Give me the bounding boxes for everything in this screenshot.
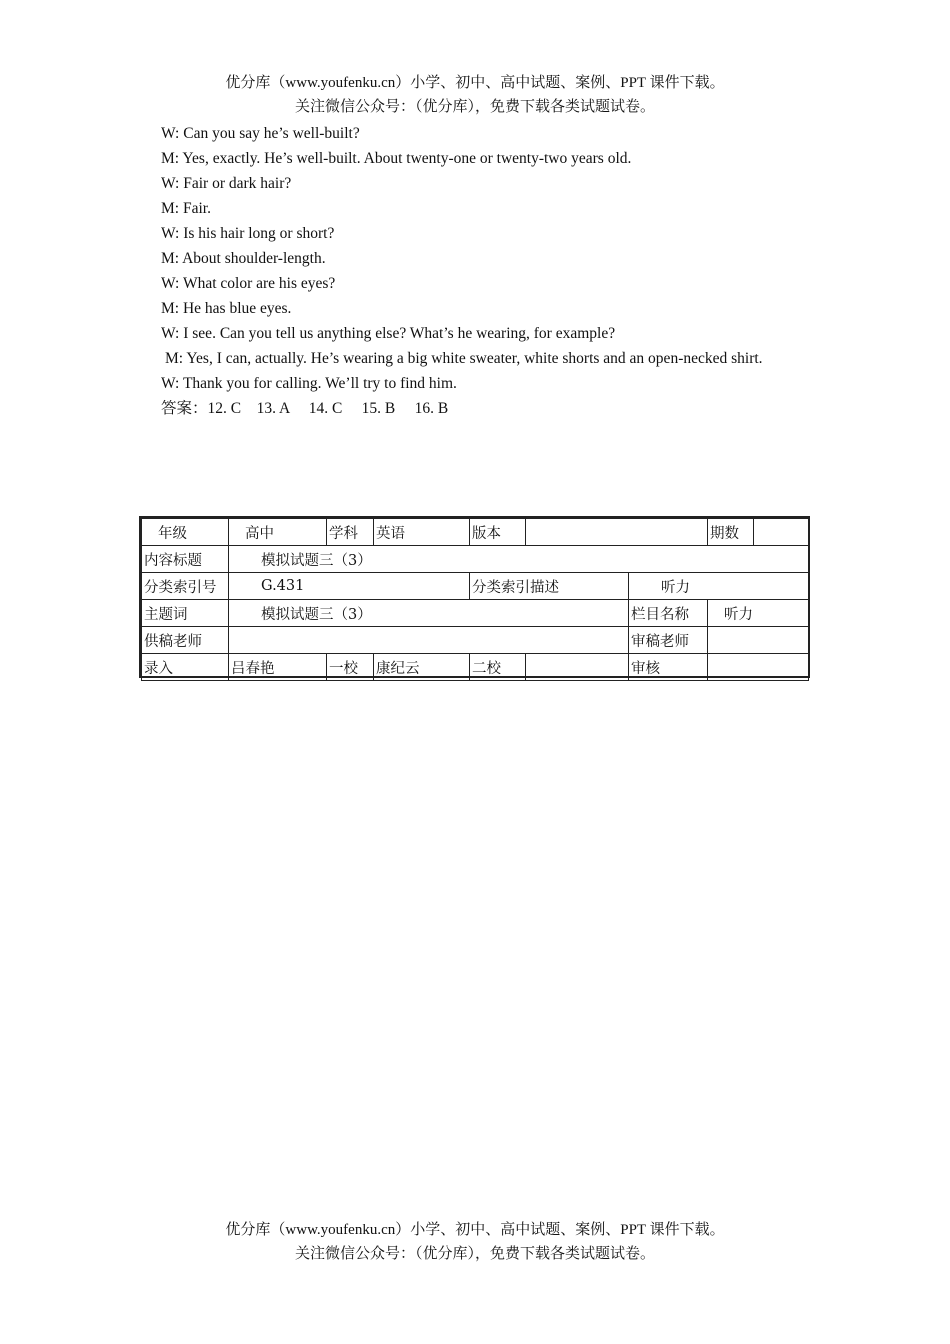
dialogue-line: W: Fair or dark hair? bbox=[161, 175, 292, 192]
issue-value bbox=[754, 519, 809, 546]
index-no-value: G.431 bbox=[229, 573, 470, 600]
edition-label: 版本 bbox=[470, 519, 526, 546]
entry-label: 录入 bbox=[142, 654, 229, 681]
keyword-value: 模拟试题三（3） bbox=[229, 600, 629, 627]
answer-key: 答案：12. C 13. A 14. C 15. B 16. B bbox=[161, 400, 449, 417]
index-desc-label: 分类索引描述 bbox=[470, 573, 629, 600]
school2-label: 二校 bbox=[470, 654, 526, 681]
subject-value: 英语 bbox=[374, 519, 470, 546]
reviewer-value bbox=[708, 627, 809, 654]
dialogue-line: M: Yes, exactly. He’s well-built. About twenty-one or twenty-two years old. bbox=[161, 150, 632, 167]
keyword-label: 主题词 bbox=[142, 600, 229, 627]
header-line-1: 优分库（www.youfenku.cn）小学、初中、高中试题、案例、PPT 课件下载。 bbox=[225, 75, 725, 91]
audit-label: 审核 bbox=[629, 654, 708, 681]
dialogue-line: W: What color are his eyes? bbox=[161, 275, 336, 292]
header-line-2: 关注微信公众号：（优分库），免费下载各类试题试卷。 bbox=[294, 99, 655, 115]
column-label: 栏目名称 bbox=[629, 600, 708, 627]
author-value bbox=[229, 627, 629, 654]
school2-value bbox=[526, 654, 629, 681]
index-no-label: 分类索引号 bbox=[142, 573, 229, 600]
dialogue-line: W: I see. Can you tell us anything else? What’s he wearing, for example? bbox=[161, 325, 616, 342]
dialogue-line: M: About shoulder-length. bbox=[161, 250, 326, 267]
content-title-value: 模拟试题三（3） bbox=[229, 546, 809, 573]
footer-line-2: 关注微信公众号：（优分库），免费下载各类试题试卷。 bbox=[294, 1246, 655, 1262]
edition-value bbox=[526, 519, 708, 546]
dialogue-line: W: Is his hair long or short? bbox=[161, 225, 335, 242]
grade-label: 年级 bbox=[142, 519, 229, 546]
footer-line-1: 优分库（www.youfenku.cn）小学、初中、高中试题、案例、PPT 课件下载。 bbox=[225, 1222, 725, 1238]
page-header bbox=[0, 71, 950, 119]
school1-label: 一校 bbox=[327, 654, 374, 681]
dialogue-line: W: Thank you for calling. We’ll try to find him. bbox=[161, 375, 457, 392]
subject-label: 学科 bbox=[327, 519, 374, 546]
school1-value: 康纪云 bbox=[374, 654, 470, 681]
entry-value: 吕春艳 bbox=[229, 654, 327, 681]
listening-transcript bbox=[143, 121, 805, 421]
grade-value: 高中 bbox=[229, 519, 327, 546]
page-footer bbox=[0, 1218, 950, 1266]
author-label: 供稿老师 bbox=[142, 627, 229, 654]
dialogue-line: M: Fair. bbox=[161, 200, 211, 217]
document-meta-table bbox=[139, 516, 810, 678]
dialogue-line: W: Can you say he’s well-built? bbox=[161, 125, 360, 142]
index-desc-value: 听力 bbox=[629, 573, 809, 600]
reviewer-label: 审稿老师 bbox=[629, 627, 708, 654]
issue-label: 期数 bbox=[708, 519, 754, 546]
dialogue-line: M: Yes, I can, actually. He’s wearing a big white sweater, white shorts and an open-necked shirt. bbox=[165, 350, 763, 367]
content-title-label: 内容标题 bbox=[142, 546, 229, 573]
dialogue-line: M: He has blue eyes. bbox=[161, 300, 292, 317]
column-value: 听力 bbox=[708, 600, 809, 627]
audit-value bbox=[708, 654, 809, 681]
